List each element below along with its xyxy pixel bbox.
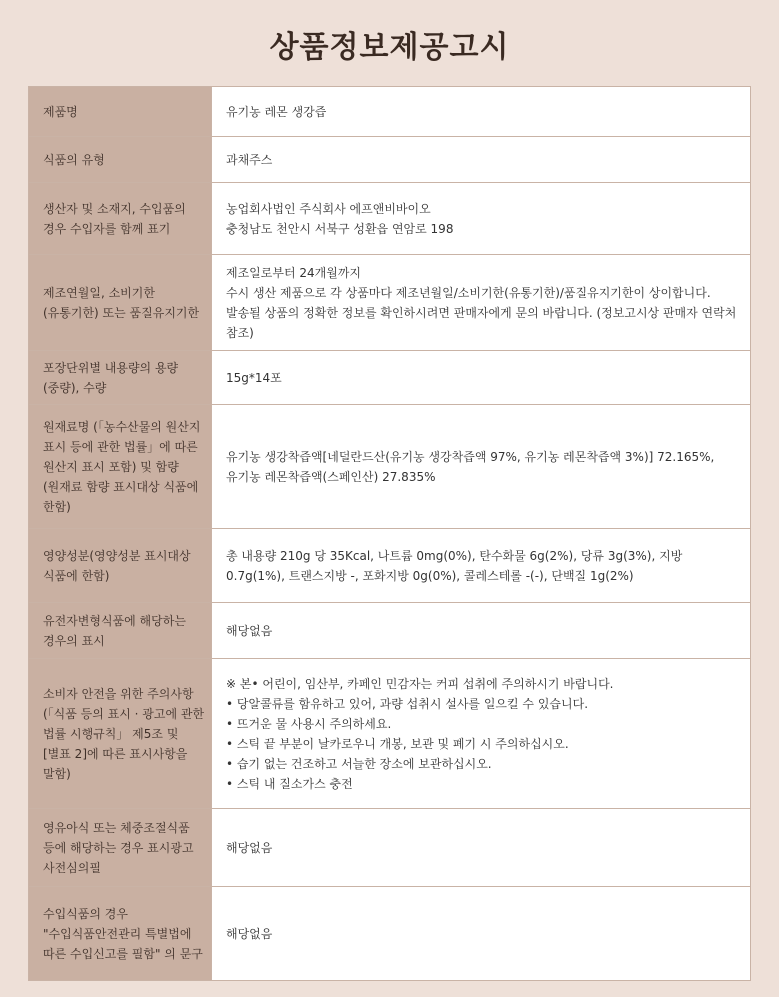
row-label: 포장단위별 내용량의 용량(중량), 수량 (29, 351, 212, 405)
value-line: 유기농 레몬 생강즙 (226, 104, 327, 119)
table-row-food-type (29, 137, 751, 183)
table-row-expiry (29, 255, 751, 351)
row-value (212, 887, 751, 981)
product-info-table (28, 86, 751, 981)
row-label: 유전자변형식품에 해당하는 경우의 표시 (29, 603, 212, 659)
row-value (212, 351, 751, 405)
table-row-quantity (29, 351, 751, 405)
value-line: 수시 생산 제품으로 각 상품마다 제조년월일/소비기한(유통기한)/품질유지기한이 상이합니다. 발송될 상품의 정확한 정보를 확인하시려면 판매자에게 문의 바랍니다. (정보고시상 판매자 연락처 참조) (226, 285, 737, 340)
row-value (212, 809, 751, 887)
row-label: 제품명 (29, 87, 212, 137)
table-row-infant-food (29, 809, 751, 887)
table-row-nutrition (29, 529, 751, 603)
table-row-producer (29, 183, 751, 255)
value-line: 제조일로부터 24개월까지 (226, 265, 362, 280)
value-line: • 스틱 내 질소가스 충전 (226, 776, 353, 791)
value-line: ※ 본• 어린이, 임산부, 카페인 민감자는 커피 섭취에 주의하시기 바랍니다. (226, 676, 614, 691)
row-label: 소비자 안전을 위한 주의사항 (「식품 등의 표시 · 광고에 관한 법률 시행규칙」 제5조 및 [별표 2]에 따른 표시사항을 말함) (29, 659, 212, 809)
row-label: 원재료명 (「농수산물의 원산지 표시 등에 관한 법률」에 따른 원산지 표시 포함) 및 함량 (원재료 함량 표시대상 식품에 한함) (29, 405, 212, 529)
row-value (212, 659, 751, 809)
value-line: • 당알콜류를 함유하고 있어, 과량 섭취시 설사를 일으킬 수 있습니다. (226, 696, 589, 711)
row-value (212, 405, 751, 529)
row-label: 생산자 및 소재지, 수입품의 경우 수입자를 함께 표기 (29, 183, 212, 255)
value-line: • 스틱 끝 부분이 날카로우니 개봉, 보관 및 폐기 시 주의하십시오. (226, 736, 569, 751)
row-value (212, 603, 751, 659)
value-line: 과채주스 (226, 152, 273, 167)
row-value (212, 87, 751, 137)
table-row-ingredients (29, 405, 751, 529)
value-line: 충청남도 천안시 서북구 성환읍 연암로 198 (226, 221, 454, 236)
row-label: 식품의 유형 (29, 137, 212, 183)
table-row-gmo (29, 603, 751, 659)
table-row-product-name (29, 87, 751, 137)
value-line: • 습기 없는 건조하고 서늘한 장소에 보관하십시오. (226, 756, 492, 771)
value-line: 해당없음 (226, 926, 273, 941)
table-row-precautions (29, 659, 751, 809)
value-line: 총 내용량 210g 당 35Kcal, 나트륨 0mg(0%), 탄수화물 6g(2%), 당류 3g(3%), 지방 0.7g(1%), 트랜스지방 -, 포화지방 0g(0%), 콜레스테롤 -(-), 단백질 1g(2%) (226, 548, 683, 583)
row-label: 제조연월일, 소비기한(유통기한) 또는 품질유지기한 (29, 255, 212, 351)
table-row-import-notice (29, 887, 751, 981)
value-line: 유기농 생강착즙액[네덜란드산(유기농 생강착즙액 97%, 유기농 레몬착즙액 3%)] 72.165%, 유기농 레몬착즙액(스페인산) 27.835% (226, 449, 715, 484)
row-value (212, 529, 751, 603)
row-label: 수입식품의 경우 "수입식품안전관리 특별법에 따른 수입신고를 필함" 의 문구 (29, 887, 212, 981)
row-value (212, 255, 751, 351)
value-line: 15g*14포 (226, 370, 282, 385)
row-value (212, 183, 751, 255)
value-line: 농업회사법인 주식회사 에프앤비바이오 (226, 201, 431, 216)
row-value (212, 137, 751, 183)
value-line: • 뜨거운 물 사용시 주의하세요. (226, 716, 392, 731)
row-label: 영유아식 또는 체중조절식품 등에 해당하는 경우 표시광고 사전심의필 (29, 809, 212, 887)
page-title: 상품정보제공고시 (269, 30, 510, 65)
value-line: 해당없음 (226, 623, 273, 638)
row-label: 영양성분(영양성분 표시대상 식품에 한함) (29, 529, 212, 603)
value-line: 해당없음 (226, 840, 273, 855)
